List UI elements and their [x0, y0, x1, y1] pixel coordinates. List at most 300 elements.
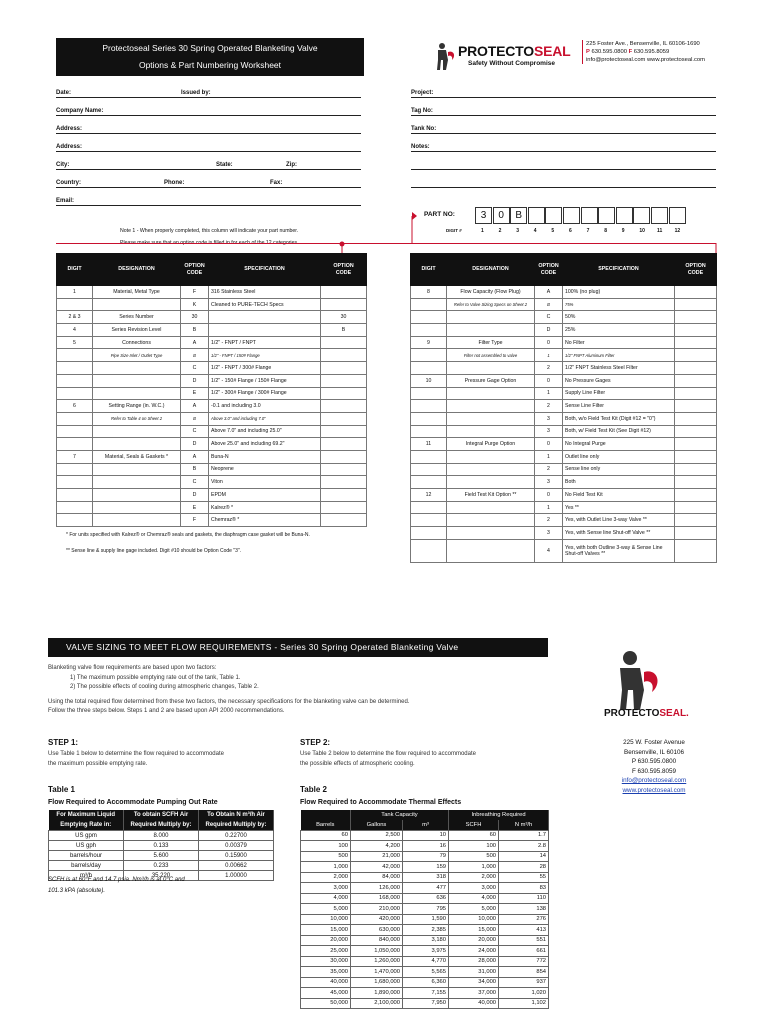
table2-cell: 3,000 [301, 883, 351, 894]
row-partno-code[interactable] [321, 336, 367, 349]
row-partno-code[interactable] [675, 489, 717, 502]
table1-cell: 0.15900 [199, 851, 274, 861]
row-partno-code[interactable] [321, 286, 367, 299]
table1-cell: US gph [49, 841, 124, 851]
row-digit: 8 [411, 286, 447, 299]
row-designation: Filter Type [447, 336, 535, 349]
footnote-2: ** Sense line & supply line gage included. Digit #10 should be Option Code "3". [66, 548, 242, 554]
table-row [411, 463, 717, 476]
table2-cell: 3,180 [403, 935, 449, 946]
row-option-code: 1 [535, 501, 563, 514]
row-digit [57, 374, 93, 387]
connector-end [712, 240, 720, 254]
row-option-code: E [181, 387, 209, 400]
table2-cell: 2.8 [499, 841, 549, 852]
digit-label-8: 8 [604, 228, 607, 234]
logo-tagline: Safety Without Compromise [468, 60, 555, 67]
table2-cell: 661 [499, 946, 549, 957]
table1-cell: 35.220 [124, 871, 199, 881]
row-partno-code[interactable] [675, 400, 717, 413]
table-row [57, 438, 367, 451]
row-designation [447, 450, 535, 463]
info-web-link[interactable]: www.protectoseal.com [622, 786, 686, 794]
project-field[interactable]: Project: [411, 88, 716, 98]
table-row [57, 374, 367, 387]
row-designation [447, 400, 535, 413]
table2-cell: 636 [403, 893, 449, 904]
row-option-code: 1 [535, 349, 563, 362]
row-partno-code[interactable] [321, 387, 367, 400]
row-specification: 50% [563, 311, 675, 324]
table2-cell: 168,000 [351, 893, 403, 904]
col-option-code: OPTION CODE [181, 254, 209, 286]
row-specification: 1/2" - 150# Flange / 150# Flange [209, 374, 321, 387]
digit-label-9: 9 [621, 228, 625, 234]
contact-fax: 630.595.8059 [633, 49, 670, 55]
row-partno-code[interactable] [675, 336, 717, 349]
row-partno-code[interactable] [321, 514, 367, 527]
digit-label-2: 2 [498, 228, 502, 234]
row-specification: Above 3.0" and including 7.0" [209, 412, 321, 425]
row-option-code: 2 [535, 514, 563, 527]
table2-cell: 159 [403, 862, 449, 873]
partno-box-12[interactable] [669, 207, 686, 224]
row-digit [57, 387, 93, 400]
row-partno-code[interactable] [675, 412, 717, 425]
row-partno-code[interactable] [675, 501, 717, 514]
table-row [411, 349, 717, 362]
table-row [301, 883, 549, 894]
row-digit: 7 [57, 450, 93, 463]
table-row [411, 286, 717, 299]
table2-cell: 7,155 [403, 988, 449, 999]
row-specification: No Integral Purge [563, 438, 675, 451]
row-specification: Sense Line Filter [563, 400, 675, 413]
table2-cell: 60 [301, 830, 351, 841]
row-option-code: 3 [535, 425, 563, 438]
digit-label-5: 5 [551, 228, 555, 234]
table-row [301, 925, 549, 936]
info-city: Bensenville, IL 60106 [624, 748, 684, 756]
table2-header-5: N m³/h [499, 820, 549, 830]
phone-label: P [586, 49, 590, 55]
row-digit [411, 362, 447, 375]
table2-cell: 4,200 [351, 841, 403, 852]
table-row [301, 977, 549, 988]
table1-cell: m³/h [49, 871, 124, 881]
table2-cell: 1,000 [301, 862, 351, 873]
partno-pointer [406, 208, 420, 246]
row-partno-code[interactable] [675, 425, 717, 438]
table2-title: Table 2 [300, 785, 327, 794]
row-option-code: C [181, 362, 209, 375]
row-partno-code[interactable] [321, 374, 367, 387]
table2-cell: 937 [499, 977, 549, 988]
info-email-link[interactable]: info@protectoseal.com [621, 777, 687, 785]
row-specification: EPDM [209, 489, 321, 502]
table2-cell: 35,000 [301, 967, 351, 978]
row-designation: Flow Capacity (Flow Plug) [447, 286, 535, 299]
table2-cell: 126,000 [351, 883, 403, 894]
table2-cell: 15,000 [301, 925, 351, 936]
row-partno-code[interactable] [321, 412, 367, 425]
row-digit [57, 298, 93, 311]
partno-box-5[interactable] [545, 207, 562, 224]
table2-cell: 500 [301, 851, 351, 862]
row-specification: 1/2" FNPT Stainless Steel Filter [563, 362, 675, 375]
table1-header-3: To Obtain N m³/h Air Required Multiply by: [199, 810, 274, 831]
table2-cell: 100 [301, 841, 351, 852]
row-option-code: 2 [535, 463, 563, 476]
fax-field[interactable]: Fax: [270, 178, 361, 188]
table2-cell: 276 [499, 914, 549, 925]
row-option-code: C [181, 476, 209, 489]
col-partno-code: OPTION CODE [675, 254, 717, 286]
info-phone: P 630.595.0800 [631, 758, 677, 766]
table2-cell: 16 [403, 841, 449, 852]
zip-field[interactable]: Zip: [286, 160, 361, 170]
table2-cell: 10,000 [301, 914, 351, 925]
row-specification [209, 311, 321, 324]
header-contact [582, 40, 732, 64]
row-designation: Material, Seals & Gaskets * [93, 450, 181, 463]
table-row [411, 527, 717, 540]
table2-cell: 551 [499, 935, 549, 946]
partno-box-6[interactable] [563, 207, 580, 224]
partno-box-2[interactable]: 0 [493, 207, 510, 224]
contact-address: 225 Foster Ave., Bensenville, IL 60106-1690 [586, 41, 700, 47]
table-row [301, 935, 549, 946]
row-option-code: C [535, 311, 563, 324]
row-digit [57, 463, 93, 476]
row-specification: 100% (no plug) [563, 286, 675, 299]
table2-cell: 1,020 [499, 988, 549, 999]
row-digit [411, 324, 447, 337]
email-field[interactable]: Email: [56, 196, 361, 206]
row-digit [411, 539, 447, 562]
table1-cell: 5.600 [124, 851, 199, 861]
row-partno-code[interactable] [675, 527, 717, 540]
row-designation [93, 501, 181, 514]
table-row [301, 862, 549, 873]
logo-word-a: PROTECTO [458, 43, 534, 59]
table1-subtitle: Flow Required to Accommodate Pumping Out Rate [48, 799, 218, 806]
row-partno-code[interactable] [675, 311, 717, 324]
table-row [411, 412, 717, 425]
row-partno-code[interactable] [675, 324, 717, 337]
row-designation: Filter not assembled to valve [447, 349, 535, 362]
row-designation: Pipe Size Inlet / Outlet Type [93, 349, 181, 362]
row-option-code: B [535, 298, 563, 311]
table-row [301, 998, 549, 1009]
address-field-2[interactable]: Address: [56, 142, 361, 152]
col-specification: SPECIFICATION [563, 254, 675, 286]
row-partno-code[interactable]: 30 [321, 311, 367, 324]
date-field[interactable]: Date: [56, 88, 181, 98]
table2-subtitle: Flow Required to Accommodate Thermal Effects [300, 799, 462, 806]
row-partno-code[interactable] [321, 463, 367, 476]
table2-cell: 3,000 [449, 883, 499, 894]
table2-group-inbreathing: Inbreathing Required [449, 810, 549, 820]
table2-cell: 28 [499, 862, 549, 873]
table-row [57, 349, 367, 362]
table1-cell: 1.00000 [199, 871, 274, 881]
table-row [57, 311, 367, 324]
row-designation [447, 463, 535, 476]
row-digit [411, 400, 447, 413]
row-specification: Above 25.0" and including 69.2" [209, 438, 321, 451]
row-partno-code[interactable] [675, 476, 717, 489]
row-designation [447, 362, 535, 375]
row-option-code: A [181, 450, 209, 463]
row-partno-code[interactable] [321, 501, 367, 514]
table2-cell: 15,000 [449, 925, 499, 936]
address-field-1[interactable]: Address: [56, 124, 361, 134]
row-digit: 2 & 3 [57, 311, 93, 324]
table-row [301, 830, 549, 841]
tank-no-field[interactable]: Tank No: [411, 124, 716, 134]
step2-title: STEP 2: [300, 738, 331, 747]
row-partno-code[interactable] [675, 362, 717, 375]
row-option-code: 0 [535, 438, 563, 451]
row-digit: 11 [411, 438, 447, 451]
row-specification: Yes, with Sense line Shut-off Valve ** [563, 527, 675, 540]
table-row [57, 362, 367, 375]
table2-header-3: m³ [403, 820, 449, 830]
row-designation: Refer to Valve Sizing Specs on Sheet 2 [447, 298, 535, 311]
partno-box-10[interactable] [633, 207, 650, 224]
table-row [57, 476, 367, 489]
row-partno-code[interactable] [321, 450, 367, 463]
row-specification: Neoprene [209, 463, 321, 476]
fax-label: F [628, 49, 633, 55]
row-designation: Material, Metal Type [93, 286, 181, 299]
row-option-code: A [535, 286, 563, 299]
table2-cell: 60 [449, 830, 499, 841]
row-designation: Setting Range (in. W.C.) [93, 400, 181, 413]
city-field[interactable]: City: [56, 160, 216, 170]
table1-cell: barrels/day [49, 861, 124, 871]
digit-label-3: 3 [516, 228, 519, 234]
country-field[interactable]: Country: [56, 178, 164, 188]
notes-line-3[interactable] [411, 178, 716, 188]
row-specification: Above 7.0" and including 25.0" [209, 425, 321, 438]
table-row [57, 514, 367, 527]
partno-box-4[interactable] [528, 207, 545, 224]
table-row [57, 286, 367, 299]
row-designation [447, 387, 535, 400]
partno-box-7[interactable] [581, 207, 598, 224]
table1-cell: 0.00379 [199, 841, 274, 851]
row-digit [57, 362, 93, 375]
row-partno-code[interactable] [675, 438, 717, 451]
row-partno-code[interactable] [675, 514, 717, 527]
row-partno-code[interactable] [675, 286, 717, 299]
row-option-code: 0 [535, 374, 563, 387]
row-option-code: 1 [535, 450, 563, 463]
row-designation [447, 324, 535, 337]
table-row [411, 387, 717, 400]
col-digit: DIGIT [411, 254, 447, 286]
tag-no-field[interactable]: Tag No: [411, 106, 716, 116]
table1-cell: 8.000 [124, 831, 199, 841]
row-partno-code[interactable] [675, 463, 717, 476]
table2-cell: 110 [499, 893, 549, 904]
protectoseal-logo [434, 40, 579, 74]
row-option-code: K [181, 298, 209, 311]
table-row [411, 539, 717, 562]
row-digit: 10 [411, 374, 447, 387]
row-digit: 5 [57, 336, 93, 349]
row-specification: Sense line only [563, 463, 675, 476]
row-digit [57, 412, 93, 425]
table-row [411, 400, 717, 413]
row-designation: Series Number [93, 311, 181, 324]
row-partno-code[interactable] [675, 450, 717, 463]
row-digit: 6 [57, 400, 93, 413]
row-partno-code[interactable] [321, 349, 367, 362]
table-row [301, 967, 549, 978]
table2-cell: 3,975 [403, 946, 449, 957]
row-designation [93, 438, 181, 451]
phone-field[interactable]: Phone: [164, 178, 270, 188]
table1-title: Table 1 [48, 785, 75, 794]
row-digit [411, 476, 447, 489]
table2-cell: 20,000 [449, 935, 499, 946]
row-specification: Viton [209, 476, 321, 489]
row-partno-code[interactable] [675, 349, 717, 362]
row-designation [447, 476, 535, 489]
row-digit: 12 [411, 489, 447, 502]
table2-cell: 630,000 [351, 925, 403, 936]
row-partno-code[interactable] [675, 298, 717, 311]
logo2-word-b: SEAL. [659, 708, 689, 719]
row-option-code: 4 [535, 539, 563, 562]
row-partno-code[interactable] [321, 425, 367, 438]
table-row [57, 400, 367, 413]
row-option-code: F [181, 514, 209, 527]
table2-cell: 5,000 [449, 904, 499, 915]
row-partno-code[interactable] [321, 438, 367, 451]
table2-cell: 413 [499, 925, 549, 936]
row-designation [93, 387, 181, 400]
table2 [300, 810, 549, 1009]
table-row [57, 450, 367, 463]
table2-cell: 4,000 [301, 893, 351, 904]
digit-label-1: 1 [481, 228, 484, 234]
table2-cell: 31,000 [449, 967, 499, 978]
row-specification: Yes ** [563, 501, 675, 514]
row-option-code: 3 [535, 527, 563, 540]
row-partno-code[interactable] [321, 298, 367, 311]
row-digit [411, 349, 447, 362]
table-row [301, 988, 549, 999]
row-partno-code[interactable] [675, 539, 717, 562]
row-specification: 1/2" - FNPT / FNPT [209, 336, 321, 349]
row-partno-code[interactable] [321, 400, 367, 413]
row-partno-code[interactable] [321, 489, 367, 502]
table2-cell: 2,385 [403, 925, 449, 936]
partno-box-9[interactable] [616, 207, 633, 224]
row-specification: Yes, with Outlet Line 3-way Valve ** [563, 514, 675, 527]
row-designation [447, 425, 535, 438]
row-option-code: D [181, 489, 209, 502]
row-designation [447, 412, 535, 425]
table1-cell: 0.00662 [199, 861, 274, 871]
row-partno-code[interactable] [675, 374, 717, 387]
note-1: Note 1 - When properly completed, this column will indicate your part number. [120, 228, 299, 234]
row-partno-code[interactable]: B [321, 324, 367, 337]
row-option-code: 0 [535, 489, 563, 502]
notes-line-2[interactable] [411, 160, 716, 170]
row-designation: Integral Purge Option [447, 438, 535, 451]
table2-group-capacity: Tank Capacity [351, 810, 449, 820]
table-row [57, 463, 367, 476]
partno-box-11[interactable] [651, 207, 668, 224]
table2-cell: 55 [499, 872, 549, 883]
company-name-field[interactable]: Company Name: [56, 106, 361, 116]
row-specification: 1/2" - FNPT / 300# Flange [209, 362, 321, 375]
table2-cell: 45,000 [301, 988, 351, 999]
row-specification: No Pressure Gages [563, 374, 675, 387]
row-specification: Kalrez® * [209, 501, 321, 514]
row-digit [411, 501, 447, 514]
table-row [411, 324, 717, 337]
row-digit [411, 387, 447, 400]
col-designation: DESIGNATION [93, 254, 181, 286]
table2-cell: 2,000 [449, 872, 499, 883]
row-designation [93, 476, 181, 489]
row-partno-code[interactable] [321, 362, 367, 375]
connector-dot [338, 240, 346, 254]
table-row [411, 514, 717, 527]
row-digit [411, 514, 447, 527]
table2-cell: 10 [403, 830, 449, 841]
table2-cell: 83 [499, 883, 549, 894]
table-row [57, 412, 367, 425]
sizing-intro: Blanketing valve flow requirements are based upon two factors: 1) The maximum possible emptying rate out of the tank, Table 1. 2) The possible effects of cooling during atmospheric changes, Table 2. Using the total required flow determined from these two factors, the necessary specifications for the blanketing valve can be determined. Follow the three steps below. Steps 1 and 2 are based upon API 2000 recommendations. [48, 665, 410, 714]
row-option-code: B [181, 349, 209, 362]
row-option-code: B [181, 324, 209, 337]
row-digit [411, 425, 447, 438]
row-designation: Connections [93, 336, 181, 349]
row-digit [57, 476, 93, 489]
issued-by-field[interactable]: Issued by: [181, 88, 361, 98]
title-line-2: Options & Part Numbering Worksheet [138, 60, 282, 70]
table-row [411, 450, 717, 463]
row-digit [57, 425, 93, 438]
table2-cell: 25,000 [301, 946, 351, 957]
worksheet-title [56, 38, 364, 76]
flame-figure-icon [434, 42, 456, 72]
row-partno-code[interactable] [675, 387, 717, 400]
table-row [411, 374, 717, 387]
notes-field[interactable]: Notes: [411, 142, 716, 152]
row-designation [447, 311, 535, 324]
table-header-row [411, 254, 717, 286]
table2-cell: 30,000 [301, 956, 351, 967]
row-partno-code[interactable] [321, 476, 367, 489]
table1-cell: 0.133 [124, 841, 199, 851]
table-row [301, 914, 549, 925]
table2-cell: 1.7 [499, 830, 549, 841]
state-field[interactable]: State: [216, 160, 286, 170]
digit-label-10: 10 [639, 228, 645, 234]
partno-box-8[interactable] [598, 207, 615, 224]
row-designation: Field Test Kit Option ** [447, 489, 535, 502]
partno-box-3[interactable]: B [510, 207, 527, 224]
partno-box-1[interactable]: 3 [475, 207, 492, 224]
